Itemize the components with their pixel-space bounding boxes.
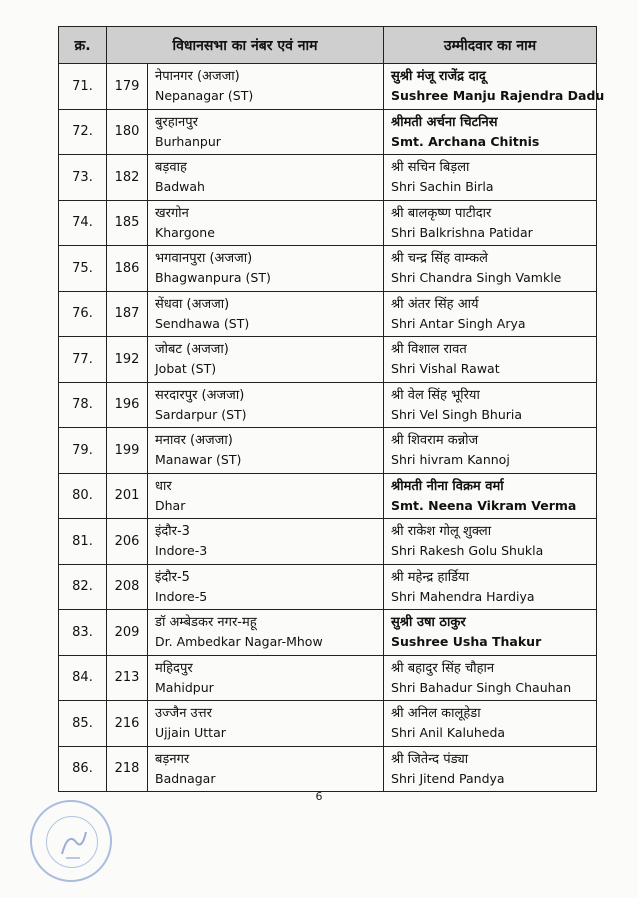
constituency-name: [148, 64, 384, 110]
constituency-name-english: Sendhawa (ST): [155, 315, 250, 331]
candidate-name: [384, 564, 597, 610]
constituency-number: 208: [107, 564, 148, 610]
table-row: [59, 200, 597, 246]
candidate-name-english: Shri Sachin Birla: [391, 179, 494, 195]
table-row: [59, 428, 597, 474]
constituency-name-english: Jobat (ST): [155, 361, 217, 377]
constituency-name-hindi: सरदारपुर (अजजा): [155, 387, 245, 403]
header-candidate: उम्मीदवार का नाम: [384, 27, 597, 64]
constituency-name-english: Dr. Ambedkar Nagar-Mhow: [155, 634, 323, 650]
serial-number: 71.: [59, 64, 107, 110]
serial-number: 74.: [59, 200, 107, 246]
constituency-name-hindi: बड़वाह: [155, 160, 187, 176]
candidate-name-hindi: श्री अनिल कालूहेडा: [391, 706, 481, 722]
constituency-name-hindi: बुरहानपुर: [155, 114, 198, 130]
serial-number: 78.: [59, 382, 107, 428]
candidate-name-english: Shri Rakesh Golu Shukla: [391, 543, 544, 559]
candidate-name-hindi: श्री चन्द्र सिंह वाम्कले: [391, 251, 488, 267]
constituency-number: 182: [107, 155, 148, 201]
candidate-name-hindi: सुश्री उषा ठाकुर: [391, 615, 466, 631]
candidate-name-hindi: श्री विशाल रावत: [391, 342, 467, 358]
table-row: [59, 382, 597, 428]
table-row: [59, 64, 597, 110]
constituency-name: [148, 155, 384, 201]
table-row: [59, 655, 597, 701]
candidate-name: [384, 64, 605, 110]
table-row: [59, 610, 597, 656]
constituency-name-hindi: धार: [155, 478, 172, 494]
candidate-name: [384, 291, 597, 337]
constituency-name-english: Badwah: [155, 179, 205, 195]
constituency-name: [148, 655, 384, 701]
constituency-name-hindi: इंदौर-5: [155, 569, 190, 585]
constituency-number: 199: [107, 428, 148, 474]
candidate-name-hindi: श्री जितेन्द पंड्या: [391, 751, 469, 767]
serial-number: 82.: [59, 564, 107, 610]
constituency-name-hindi: बड़नगर: [155, 751, 190, 767]
table-row: [59, 246, 597, 292]
candidate-name-english: Shri hivram Kannoj: [391, 452, 510, 468]
candidate-name-english: Shri Jitend Pandya: [391, 770, 505, 786]
constituency-name-english: Badnagar: [155, 770, 216, 786]
table-row: [59, 473, 597, 519]
constituency-name-english: Dhar: [155, 497, 186, 513]
serial-number: 85.: [59, 701, 107, 747]
constituency-name-english: Burhanpur: [155, 133, 221, 149]
table-row: [59, 564, 597, 610]
constituency-number: 186: [107, 246, 148, 292]
candidate-name-hindi: श्री अंतर सिंह आर्य: [391, 296, 479, 312]
candidate-name: [384, 610, 597, 656]
candidate-name: [384, 519, 597, 565]
serial-number: 72.: [59, 109, 107, 155]
candidate-name: [384, 428, 597, 474]
constituency-name: [148, 428, 384, 474]
header-serial: क्र.: [59, 27, 107, 64]
candidate-name-english: Shri Vel Singh Bhuria: [391, 406, 523, 422]
constituency-name-hindi: डॉ अम्बेडकर नगर-महू: [155, 615, 257, 631]
constituency-name: [148, 291, 384, 337]
constituency-name-hindi: उज्जैन उत्तर: [155, 706, 212, 722]
serial-number: 80.: [59, 473, 107, 519]
constituency-name: [148, 701, 384, 747]
constituency-name-english: Sardarpur (ST): [155, 406, 247, 422]
candidate-name-hindi: श्री बालकृष्ण पाटीदार: [391, 205, 492, 221]
constituency-name-hindi: नेपानगर (अजजा): [155, 69, 240, 85]
candidate-name: [384, 473, 597, 519]
table-header-row: [59, 27, 597, 64]
constituency-name: [148, 200, 384, 246]
constituency-name: [148, 109, 384, 155]
candidate-name-english: Sushree Manju Rajendra Dadu: [391, 88, 605, 104]
candidate-name-hindi: श्रीमती नीना विक्रम वर्मा: [391, 478, 504, 494]
candidate-name-english: Shri Mahendra Hardiya: [391, 588, 535, 604]
table-row: [59, 109, 597, 155]
serial-number: 81.: [59, 519, 107, 565]
constituency-number: 216: [107, 701, 148, 747]
constituency-number: 192: [107, 337, 148, 383]
constituency-name: [148, 473, 384, 519]
constituency-name-english: Ujjain Uttar: [155, 725, 226, 741]
table-row: [59, 746, 597, 792]
candidate-name-english: Shri Vishal Rawat: [391, 361, 500, 377]
constituency-name: [148, 382, 384, 428]
page-number: 6: [315, 790, 323, 803]
constituency-name-english: Bhagwanpura (ST): [155, 270, 271, 286]
constituency-name-hindi: महिदपुर: [155, 660, 193, 676]
candidate-name-english: Shri Chandra Singh Vamkle: [391, 270, 562, 286]
candidate-name-hindi: श्री वेल सिंह भूरिया: [391, 387, 480, 403]
serial-number: 73.: [59, 155, 107, 201]
candidate-name-hindi: श्री शिवराम कन्नोज: [391, 433, 479, 449]
candidate-name-hindi: श्री बहादुर सिंह चौहान: [391, 660, 495, 676]
constituency-name-english: Indore-5: [155, 588, 208, 604]
serial-number: 79.: [59, 428, 107, 474]
constituency-number: 213: [107, 655, 148, 701]
constituency-number: 180: [107, 109, 148, 155]
constituency-name-english: Nepanagar (ST): [155, 88, 254, 104]
candidate-name-hindi: श्री राकेश गोलू शुक्ला: [391, 524, 492, 540]
constituency-number: 185: [107, 200, 148, 246]
serial-number: 84.: [59, 655, 107, 701]
constituency-name-english: Indore-3: [155, 543, 208, 559]
table-row: [59, 519, 597, 565]
candidate-name-english: Shri Antar Singh Arya: [391, 315, 526, 331]
serial-number: 83.: [59, 610, 107, 656]
constituency-name-english: Manawar (ST): [155, 452, 242, 468]
table-row: [59, 337, 597, 383]
constituency-name: [148, 746, 384, 792]
constituency-name-english: Khargone: [155, 224, 215, 240]
candidate-name: [384, 746, 597, 792]
serial-number: 86.: [59, 746, 107, 792]
candidate-name: [384, 246, 597, 292]
constituency-name-hindi: खरगोन: [155, 205, 189, 221]
constituency-number: 179: [107, 64, 148, 110]
constituency-number: 218: [107, 746, 148, 792]
candidate-name-english: Smt. Archana Chitnis: [391, 133, 540, 149]
constituency-name-hindi: सेंधवा (अजजा): [155, 296, 230, 312]
constituency-name: [148, 610, 384, 656]
candidate-name-english: Sushree Usha Thakur: [391, 634, 542, 650]
constituency-name: [148, 337, 384, 383]
candidate-name-english: Smt. Neena Vikram Verma: [391, 497, 577, 513]
table-row: [59, 291, 597, 337]
candidate-name-hindi: श्रीमती अर्चना चिटनिस: [391, 114, 498, 130]
serial-number: 76.: [59, 291, 107, 337]
candidate-name-hindi: श्री सचिन बिड़ला: [391, 160, 470, 176]
candidate-name-hindi: श्री महेन्द्र हार्डिया: [391, 569, 469, 585]
candidate-name: [384, 337, 597, 383]
candidate-name: [384, 200, 597, 246]
candidate-name-english: Shri Bahadur Singh Chauhan: [391, 679, 572, 695]
constituency-number: 187: [107, 291, 148, 337]
candidate-name: [384, 382, 597, 428]
serial-number: 75.: [59, 246, 107, 292]
candidate-table: [58, 26, 605, 792]
constituency-number: 206: [107, 519, 148, 565]
constituency-name: [148, 246, 384, 292]
constituency-name-hindi: भगवानपुरा (अजजा): [155, 251, 253, 267]
constituency-number: 201: [107, 473, 148, 519]
serial-number: 77.: [59, 337, 107, 383]
candidate-name: [384, 701, 597, 747]
candidate-name-english: Shri Balkrishna Patidar: [391, 224, 533, 240]
table-row: [59, 701, 597, 747]
constituency-number: 209: [107, 610, 148, 656]
candidate-name-english: Shri Anil Kaluheda: [391, 725, 506, 741]
header-constituency: विधानसभा का नंबर एवं नाम: [107, 27, 384, 64]
constituency-name-english: Mahidpur: [155, 679, 214, 695]
table-row: [59, 155, 597, 201]
constituency-name-hindi: मनावर (अजजा): [155, 433, 233, 449]
constituency-name: [148, 564, 384, 610]
candidate-name: [384, 109, 597, 155]
constituency-name-hindi: इंदौर-3: [155, 524, 190, 540]
constituency-number: 196: [107, 382, 148, 428]
candidate-name: [384, 155, 597, 201]
candidate-name-hindi: सुश्री मंजू राजेंद्र दादू: [391, 69, 486, 85]
office-seal-stamp: [30, 800, 112, 882]
candidate-name: [384, 655, 597, 701]
constituency-name: [148, 519, 384, 565]
constituency-name-hindi: जोबट (अजजा): [155, 342, 229, 358]
